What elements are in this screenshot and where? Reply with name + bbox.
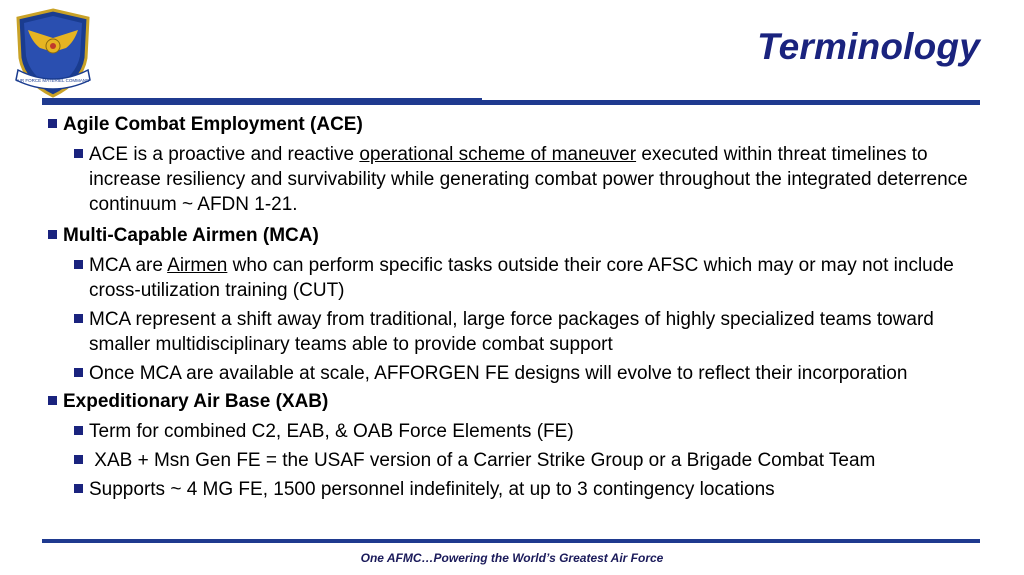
square-bullet-icon	[74, 149, 83, 158]
underlined-term: operational scheme of maneuver	[359, 144, 637, 165]
bullet-text: Supports ~ 4 MG FE, 1500 personnel indefinitely, at up to 3 contingency locations	[89, 479, 775, 500]
bullet-item	[46, 419, 976, 444]
section-heading-xab	[46, 389, 976, 415]
bullet-item	[46, 253, 976, 303]
square-bullet-icon	[74, 314, 83, 323]
underlined-term: Airmen	[167, 255, 228, 276]
bullet-item	[46, 361, 976, 386]
bullet-item	[46, 448, 976, 473]
footer-rule	[42, 539, 980, 543]
square-bullet-icon	[74, 368, 83, 377]
bullet-text-post: who can perform specific tasks outside their core AFSC which may or may not include cross-utilization training (CUT)	[89, 255, 954, 301]
section-heading-mca	[46, 223, 976, 249]
square-bullet-icon	[74, 260, 83, 269]
logo-banner-text: AIR FORCE MATERIEL COMMAND	[16, 78, 90, 83]
bullet-text: Term for combined C2, EAB, & OAB Force Elements (FE)	[89, 421, 574, 442]
square-bullet-icon	[48, 119, 57, 128]
header-rule	[42, 100, 980, 105]
square-bullet-icon	[48, 230, 57, 239]
bullet-text: Once MCA are available at scale, AFFORGEN FE designs will evolve to reflect their incorporation	[89, 363, 908, 384]
section-heading-ace	[46, 112, 976, 138]
bullet-item	[46, 477, 976, 502]
square-bullet-icon	[74, 484, 83, 493]
section-heading-text: Expeditionary Air Base (XAB)	[63, 391, 329, 412]
bullet-text-pre: MCA are	[89, 255, 168, 276]
bullet-item	[46, 142, 976, 217]
afmc-shield-logo	[12, 8, 94, 98]
bullet-text: MCA represent a shift away from traditional, large force packages of highly specialized teams toward smaller multidisciplinary teams able to provide combat support	[89, 309, 934, 355]
page-title: Terminology	[757, 26, 980, 67]
bullet-text: XAB + Msn Gen FE = the USAF version of a Carrier Strike Group or a Brigade Combat Team	[89, 450, 876, 471]
square-bullet-icon	[48, 396, 57, 405]
bullet-item	[46, 307, 976, 357]
section-heading-text: Multi-Capable Airmen (MCA)	[63, 225, 319, 246]
section-heading-text: Agile Combat Employment (ACE)	[63, 114, 363, 135]
slide-content	[46, 112, 976, 502]
bullet-text-post: executed within threat timelines to increase resiliency and survivability while generating combat power throughout the integrated deterrence continuum ~ AFDN 1-21.	[89, 144, 968, 215]
bullet-text-pre: ACE is a proactive and reactive	[89, 144, 360, 165]
square-bullet-icon	[74, 455, 83, 464]
footer-tagline: One AFMC…Powering the World’s Greatest Air Force	[360, 551, 664, 565]
square-bullet-icon	[74, 426, 83, 435]
